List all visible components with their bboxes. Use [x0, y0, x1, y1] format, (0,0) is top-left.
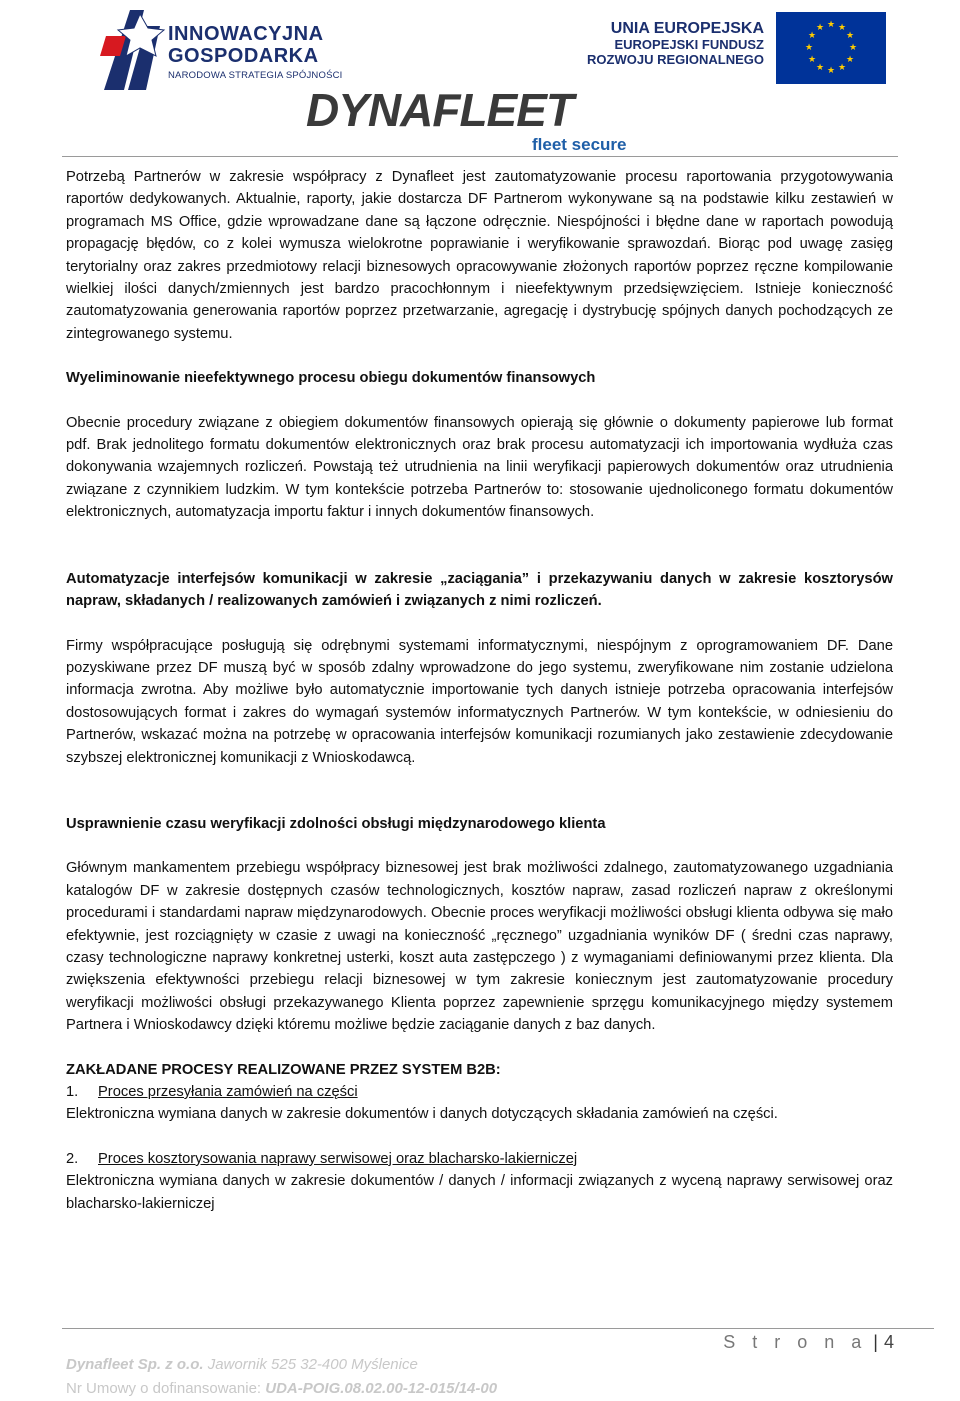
footer-divider [62, 1328, 934, 1329]
ue-line3: ROZWOJU REGIONALNEGO [587, 52, 764, 68]
heading-client-verification: Usprawnienie czasu weryfikacji zdolności obsługi międzynarodowego klienta [66, 815, 606, 832]
paragraph-financial-docs: Obecnie procedury związane z obiegiem dokumentów finansowych opierają się głównie o dokumenty papierowe lub format pdf. Brak jednolitego formatu dokumentów elektronicznych oraz brak procesu automatyzacji ich importowania wydłuża czas dokonywania wzajemnych rozliczeń. Powstają też utrudnienia na linii weryfikacji papierowych dokumentów oraz utrudnienia związane z czynnikiem ludzkim. W tym kontekście potrzeba Partnerów to: stosowanie ujednoliconego formatu dokumentów elektronicznych, automatyzacja importu faktur i innych dokumentów finansowych. [66, 414, 893, 521]
svg-text:★: ★ [845, 31, 855, 41]
svg-text:★: ★ [826, 20, 836, 30]
svg-text:★: ★ [807, 55, 817, 65]
list-item [66, 1148, 893, 1170]
dynafleet-tagline: fleet secure [532, 135, 627, 154]
dynafleet-logo [306, 84, 656, 156]
list-item-description: Elektroniczna wymiana danych w zakresie dokumentów i danych dotyczących składania zamówień na części. [66, 1106, 778, 1123]
svg-text:★: ★ [807, 31, 817, 41]
dynafleet-wordmark: DYNAFLEET [306, 84, 573, 136]
heading-interfaces: Automatyzacje interfejsów komunikacji w zakresie „zaciągania” i przekazywaniu danych w zakresie kosztorysów napraw, składanych / realizowanych zamówień i związanych z nimi rozliczeń. [66, 570, 893, 610]
page-number-block [723, 1332, 894, 1353]
list-item-label: Proces przesyłania zamówień na części [98, 1084, 358, 1100]
footer-contract-number: UDA-POIG.08.02.00-12-015/14-00 [265, 1380, 498, 1397]
ig-line2: GOSPODARKA [168, 45, 319, 67]
ue-line1: UNIA EUROPEJSKA [610, 20, 764, 37]
page-header [0, 0, 960, 158]
page-separator: | [873, 1332, 878, 1352]
paragraph-reports: Potrzebą Partnerów w zakresie współpracy z Dynafleet jest zautomatyzowanie procesu raportowania przygotowywania raportów dedykowanych. Aktualnie, raporty, jakie dostarcza DF Partnerom wykonywane są na podstawie kilku zestawień w programach MS Office, gdzie wprowadzane dane są łączone odręcznie. Niespójności i błędne dane w raportach powodują propagację błędów, co z kolei wymusza wielokrotne poprawianie i weryfikowanie sprawozdań. Biorąc pod uwagę zasięg terytorialny oraz zakres przedmiotowy relacji biznesowych opracowywanie złożonych raportów poprzez ręczne kompilowanie wielkiej ilości danych/zmiennych jest bardzo pracochłonnym i nieefektywnym przedsięwzięciem. Istnieje konieczność zautomatyzowania generowania raportów poprzez przetwarzanie, agregację i dystrybucję spójnych danych pochodzących ze zintegrowanego systemu. [66, 169, 893, 342]
ig-line3: NARODOWA STRATEGIA SPÓJNOŚCI [168, 70, 343, 81]
svg-text:★: ★ [804, 43, 814, 53]
eu-fund-text [587, 20, 764, 68]
footer-contract-label: Nr Umowy o dofinansowanie: [66, 1380, 266, 1397]
footer-address [66, 1356, 418, 1373]
heading-b2b-processes: ZAKŁADANE PROCESY REALIZOWANE PRZEZ SYSTEM B2B: [66, 1061, 501, 1078]
svg-text:★: ★ [826, 66, 836, 76]
list-item-number: 1. [66, 1084, 79, 1100]
eu-flag-icon [776, 12, 886, 84]
heading-financial-docs: Wyeliminowanie nieefektywnego procesu obiegu dokumentów finansowych [66, 370, 596, 387]
svg-text:★: ★ [815, 63, 825, 73]
list-item-label: Proces kosztorysowania naprawy serwisowej oraz blacharsko-lakierniczej [98, 1150, 578, 1167]
ig-line1: INNOWACYJNA [168, 23, 324, 45]
svg-text:★: ★ [845, 55, 855, 65]
innowacyjna-gospodarka-text [168, 24, 343, 81]
document-body [66, 166, 893, 1215]
footer-contract [66, 1380, 497, 1397]
footer-company: Dynafleet Sp. z o.o. [66, 1356, 204, 1373]
paragraph-client-verification: Głównym mankamentem przebiegu współpracy biznesowej jest brak możliwości zdalnego, zautomatyzowanego uzgadniania katalogów DF w zakresie dostępnych czasów technologicznych, kosztów napraw, zasad rozliczeń napraw z określonymi procedurami i standardami napraw międzynarodowych. Obecnie proces weryfikacji możliwości obsługi klienta odbywa się mało efektywnie, jest rozciągnięty w czasie z uwagi na konieczność „ręcznego” uzgadniania wyników DF ( średni czas naprawy, czasy technologiczne naprawy konkretnej usterki, koszt auta zastępczego ) z wymaganiami definiowanymi przez klienta. Dla zwiększenia efektywności przebiegu relacji biznesowej w tym zakresie koniecznym jest zautomatyzowanie procedury weryfikacji możliwości obsługi przekazywanego Klienta poprzez zapewnienie sprzęgu komunikacyjnego między systemem Partnera i Wnioskodawcy dzięki któremu możliwe będzie zaciąganie danych z baz danych. [66, 860, 893, 1034]
svg-text:★: ★ [837, 23, 847, 33]
svg-text:★: ★ [815, 23, 825, 33]
paragraph-interfaces: Firmy współpracujące posługują się odrębnymi systemami informatycznymi, niespójnym z oprogramowaniem DF. Dane pozyskiwane przez DF muszą być w sposób zdalny wprowadzone do jego systemu, zweryfikowane nim zostanie udzielona informacja zwrotna. Aby możliwe było automatycznie importowanie tych danych istnieje potrzeba opracowania interfejsów dostosowujących format i zakres do wymagań systemów informatycznych Partnerów. W tym kontekście, w odniesieniu do Partnerów, wskazać można na potrzebę w opracowania interfejsów komunikacji rozumianych jako zestawienie zdecydowanie szybszej elektronicznej komunikacji z Wnioskodawcą. [66, 637, 893, 766]
svg-text:★: ★ [837, 63, 847, 73]
page-number: 4 [883, 1332, 894, 1352]
list-item-description: Elektroniczna wymiana danych w zakresie dokumentów / danych / informacji związanych z wyceną naprawy serwisowej oraz blacharsko-lakierniczej [66, 1173, 893, 1212]
list-item [66, 1081, 893, 1103]
ue-line2: EUROPEJSKI FUNDUSZ [614, 37, 764, 53]
page-word: S t r o n a [723, 1332, 868, 1352]
footer-address-text: Jawornik 525 32-400 Myślenice [207, 1356, 418, 1373]
list-item-number: 2. [66, 1150, 79, 1167]
svg-text:★: ★ [848, 43, 858, 53]
header-divider [62, 156, 898, 157]
innowacyjna-gospodarka-logo [100, 6, 170, 94]
